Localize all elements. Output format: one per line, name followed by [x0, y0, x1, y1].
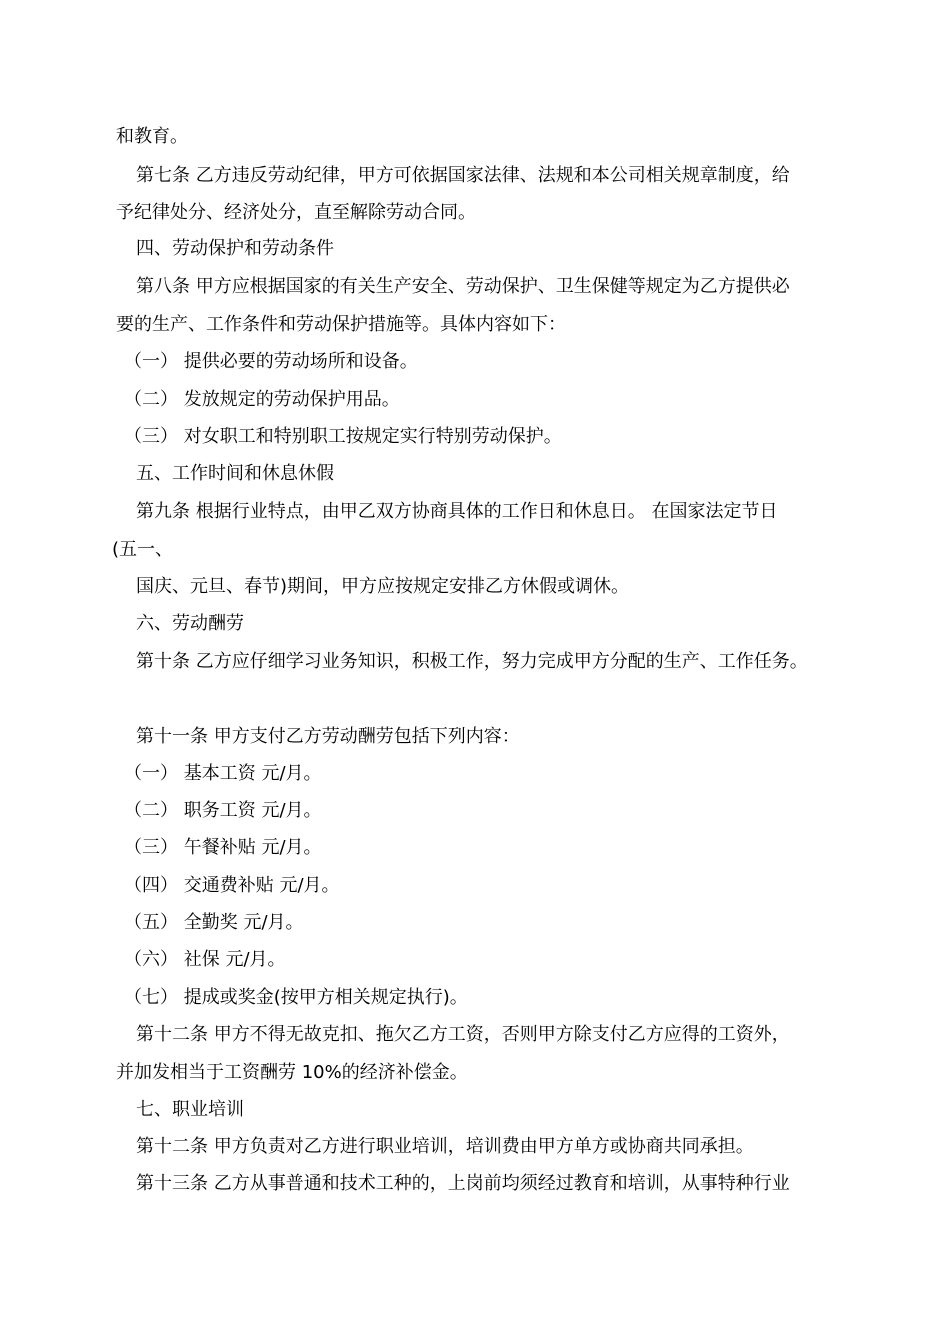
list-item: （一） 提供必要的劳动场所和设备。 [124, 351, 418, 372]
list-item: （六） 社保 元/月。 [124, 949, 286, 970]
text-line: 第十二条 甲方不得无故克扣、拖欠乙方工资，否则甲方除支付乙方应得的工资外， [136, 1024, 790, 1045]
list-item: （三） 午餐补贴 元/月。 [124, 837, 322, 858]
section-heading: 六、劳动酬劳 [136, 613, 244, 634]
text-line: 予纪律处分、经济处分，直至解除劳动合同。 [116, 202, 476, 223]
text-line: 第十二条 甲方负责对乙方进行职业培训，培训费由甲方单方或协商共同承担。 [136, 1136, 754, 1157]
text-line: 国庆、元旦、春节)期间，甲方应按规定安排乙方休假或调休。 [136, 576, 630, 597]
text-line: 和教育。 [116, 126, 188, 147]
list-item: （七） 提成或奖金(按甲方相关规定执行)。 [124, 987, 468, 1008]
section-heading: 七、职业培训 [136, 1099, 244, 1120]
list-item: （二） 职务工资 元/月。 [124, 800, 322, 821]
text-line: 并加发相当于工资酬劳 10%的经济补偿金。 [116, 1062, 468, 1083]
list-item: （四） 交通费补贴 元/月。 [124, 875, 340, 896]
text-line: 第九条 根据行业特点，由甲乙双方协商具体的工作日和休息日。 在国家法定节日 [136, 501, 778, 522]
section-heading: 五、工作时间和休息休假 [136, 463, 334, 484]
list-item: （五） 全勤奖 元/月。 [124, 912, 304, 933]
text-line: (五一、 [112, 539, 174, 560]
text-line: 第七条 乙方违反劳动纪律，甲方可依据国家法律、法规和本公司相关规章制度，给 [136, 165, 790, 186]
section-heading: 四、劳动保护和劳动条件 [136, 238, 334, 259]
list-item: （一） 基本工资 元/月。 [124, 763, 322, 784]
list-item: （三） 对女职工和特别职工按规定实行特别劳动保护。 [124, 426, 562, 447]
text-line: 第十一条 甲方支付乙方劳动酬劳包括下列内容： [136, 726, 520, 747]
text-line: 要的生产、工作条件和劳动保护措施等。具体内容如下： [116, 314, 566, 335]
list-item: （二） 发放规定的劳动保护用品。 [124, 389, 400, 410]
text-line: 第十条 乙方应仔细学习业务知识，积极工作，努力完成甲方分配的生产、工作任务。 [136, 651, 808, 672]
text-line: 第十三条 乙方从事普通和技术工种的，上岗前均须经过教育和培训，从事特种行业 [136, 1173, 790, 1194]
text-line: 第八条 甲方应根据国家的有关生产安全、劳动保护、卫生保健等规定为乙方提供必 [136, 276, 790, 297]
